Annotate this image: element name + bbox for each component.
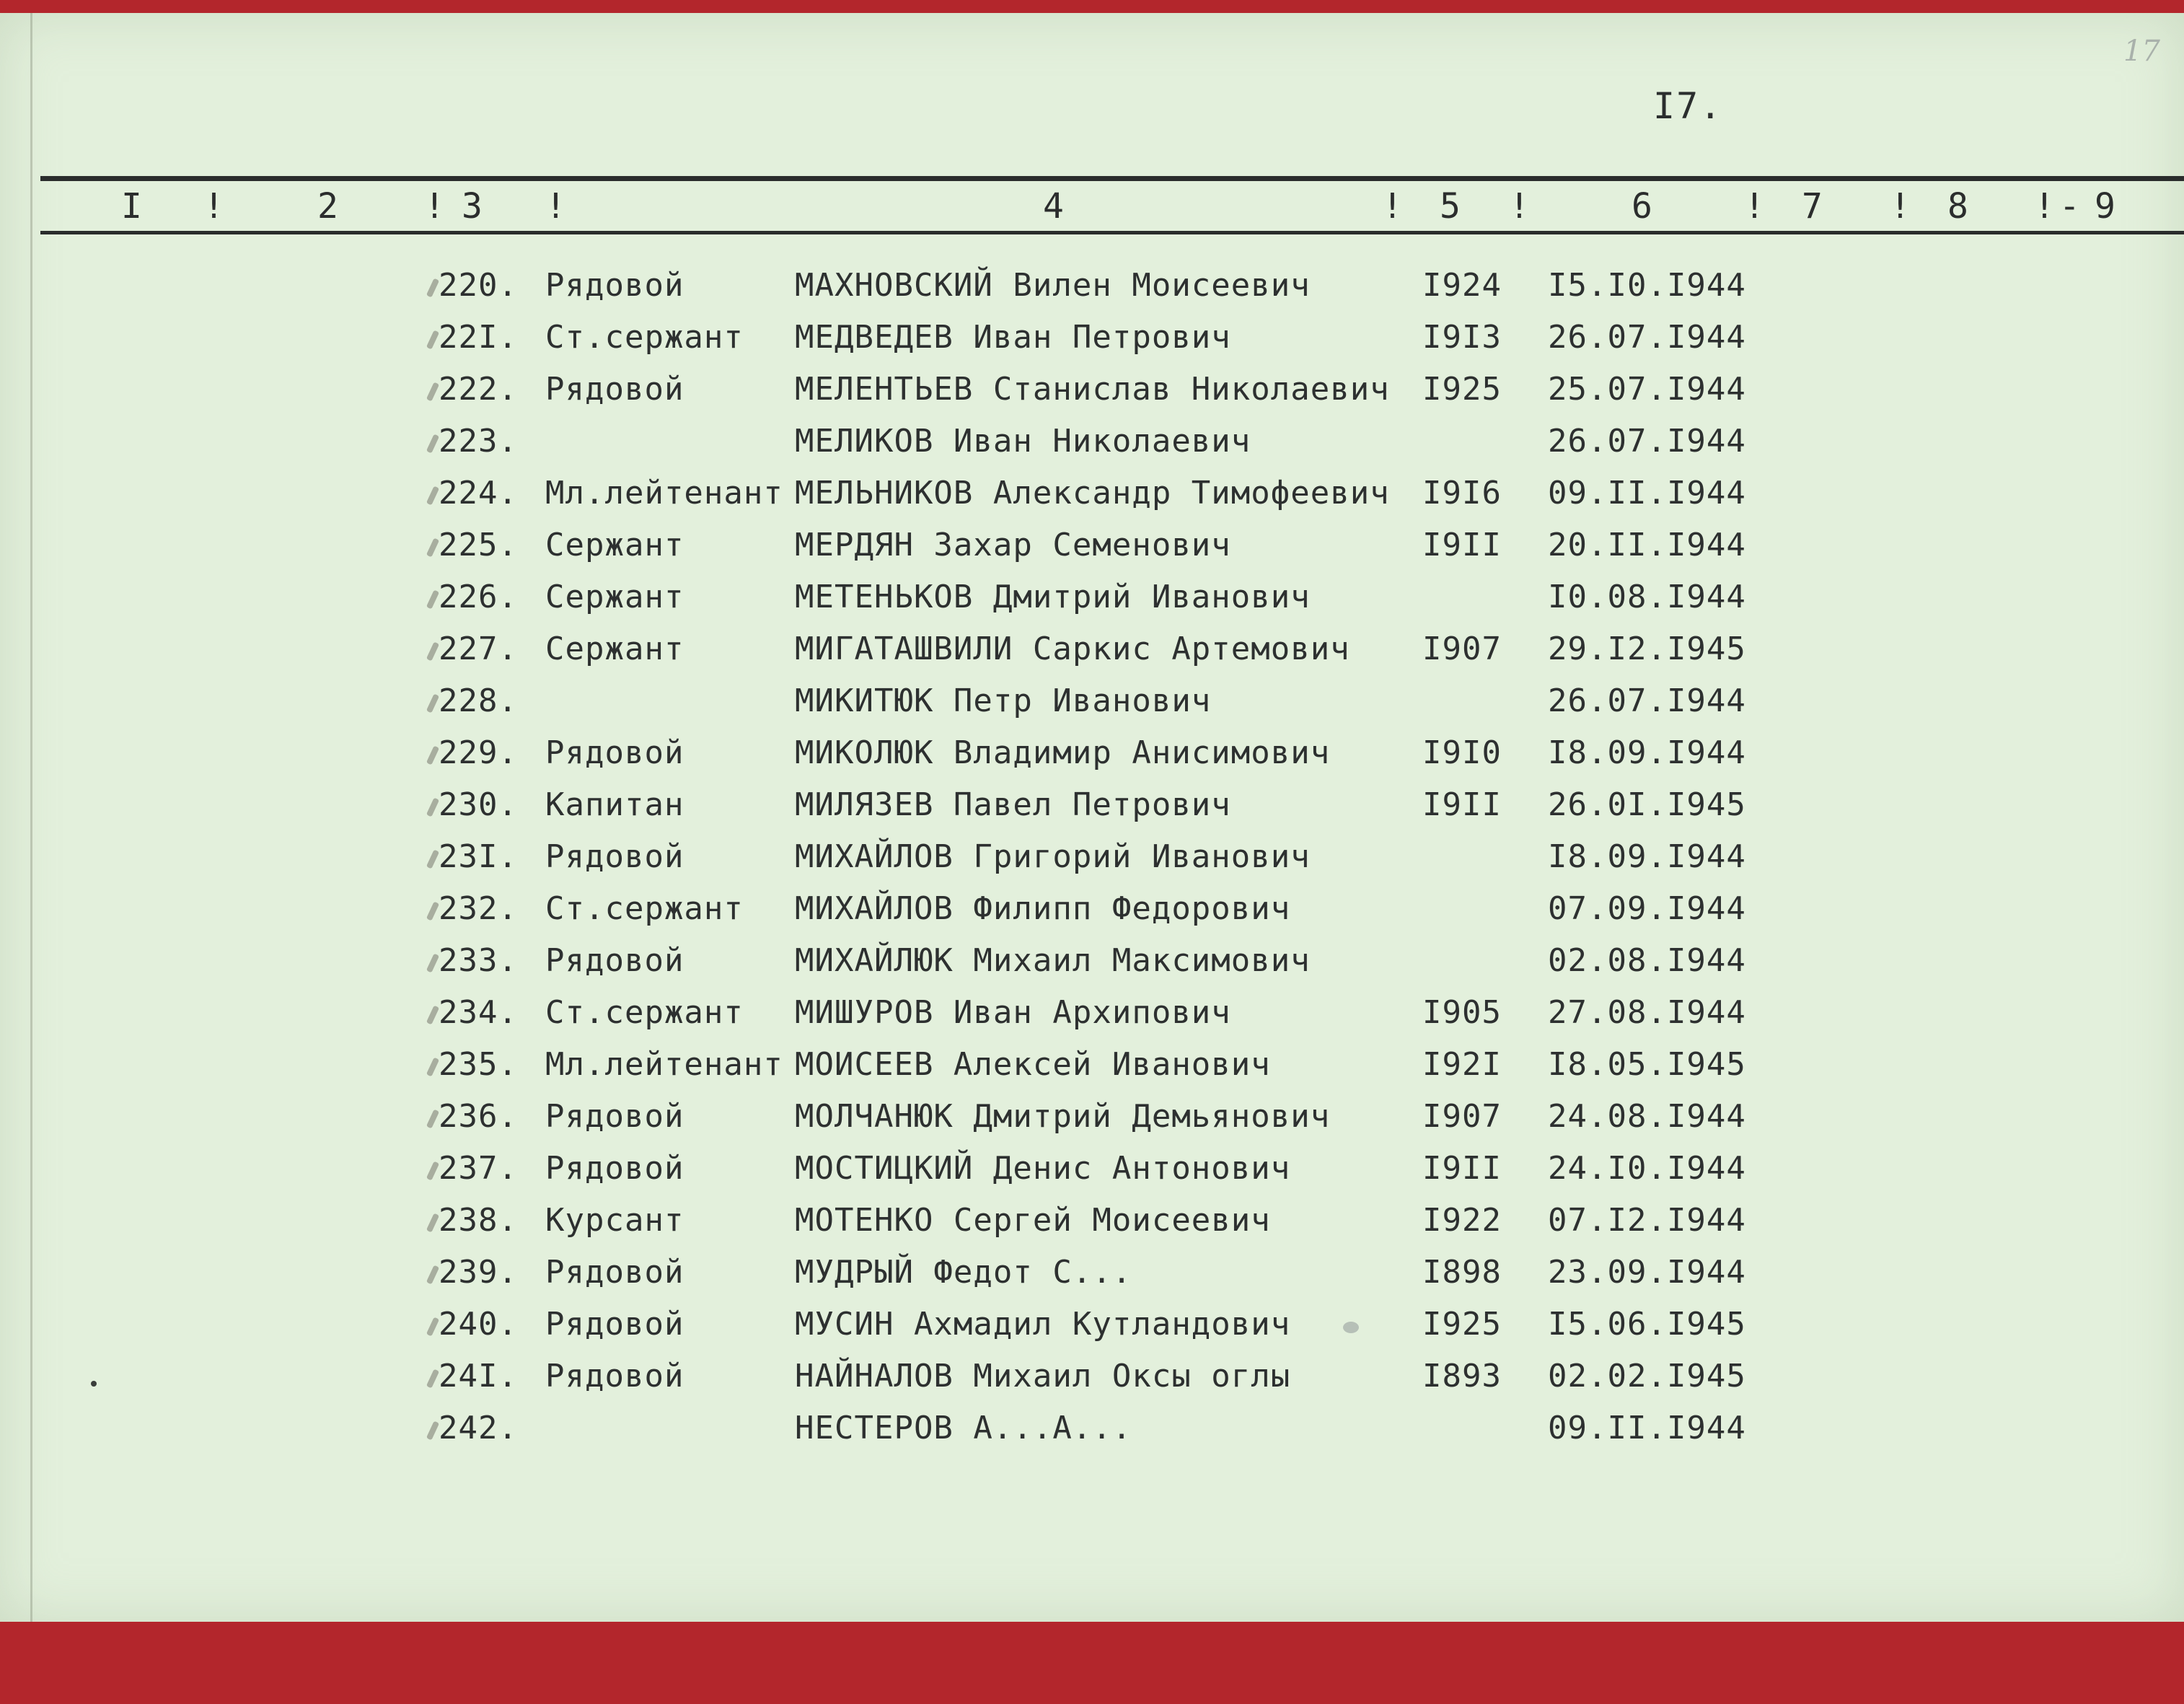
column-separator: ! [203, 186, 229, 227]
row-date: 23.09.I944 [1548, 1254, 1746, 1291]
document-page [0, 13, 2184, 1622]
row-rank: Сержант [545, 631, 684, 667]
row-birth-year: I92I [1422, 1046, 1502, 1083]
row-birth-year: I9II [1422, 527, 1502, 563]
row-name: МИШУРОВ Иван Архипович [795, 994, 1231, 1031]
row-date: I8.09.I944 [1548, 838, 1746, 875]
row-rank: Рядовой [545, 267, 684, 304]
table-row [0, 1254, 2184, 1306]
row-number: 225. [439, 527, 518, 563]
row-number: 22I. [439, 319, 518, 356]
row-name: МОСТИЦКИЙ Денис Антонович [795, 1150, 1291, 1187]
row-rank: Ст.сержант [545, 994, 744, 1031]
row-rank: Курсант [545, 1202, 684, 1239]
table-row [0, 1410, 2184, 1462]
row-date: 24.I0.I944 [1548, 1150, 1746, 1187]
row-birth-year: I9II [1422, 1150, 1502, 1187]
row-name: МИГАТАШВИЛИ Саркис Артемович [795, 631, 1350, 667]
row-number: 24I. [439, 1358, 518, 1395]
row-name: МУСИН Ахмадил Кутландович [795, 1306, 1291, 1343]
row-name: МИКОЛЮК Владимир Анисимович [795, 734, 1331, 771]
check-mark [426, 954, 439, 973]
check-mark [426, 486, 439, 506]
row-number: 220. [439, 267, 518, 304]
row-rank: Рядовой [545, 371, 684, 408]
row-rank: Рядовой [545, 734, 684, 771]
row-date: 02.02.I945 [1548, 1358, 1746, 1395]
row-birth-year: I898 [1422, 1254, 1502, 1291]
column-header-7: 7 [1802, 186, 1827, 227]
check-mark [426, 694, 439, 713]
check-mark [426, 1213, 439, 1233]
row-birth-year: I9I6 [1422, 475, 1502, 511]
check-mark [426, 1421, 439, 1441]
table-row [0, 527, 2184, 579]
row-birth-year: I907 [1422, 631, 1502, 667]
row-rank: Рядовой [545, 1098, 684, 1135]
row-date: 26.07.I944 [1548, 682, 1746, 719]
check-mark [426, 1161, 439, 1181]
row-number: 234. [439, 994, 518, 1031]
row-name: МОТЕНКО Сергей Моисеевич [795, 1202, 1271, 1239]
table-row [0, 1098, 2184, 1150]
column-separator: !- [2034, 186, 2084, 227]
ink-speck [91, 1381, 97, 1387]
row-rank: Мл.лейтенант [545, 475, 783, 511]
row-date: I8.05.I945 [1548, 1046, 1746, 1083]
column-separator: ! [1509, 186, 1534, 227]
row-name: МИХАЙЛОВ Григорий Иванович [795, 838, 1311, 875]
row-rank: Рядовой [545, 1150, 684, 1187]
check-mark [426, 850, 439, 869]
row-name: МЕЛЬНИКОВ Александр Тимофеевич [795, 475, 1390, 511]
row-date: 07.09.I944 [1548, 890, 1746, 927]
row-date: I8.09.I944 [1548, 734, 1746, 771]
row-date: 29.I2.I945 [1548, 631, 1746, 667]
column-separator: ! [424, 186, 449, 227]
row-rank: Рядовой [545, 942, 684, 979]
check-mark [426, 382, 439, 402]
table-row [0, 838, 2184, 890]
table-row [0, 319, 2184, 371]
header-rule-top [40, 176, 2184, 181]
table-row [0, 1046, 2184, 1098]
row-date: I0.08.I944 [1548, 579, 1746, 615]
row-date: 25.07.I944 [1548, 371, 1746, 408]
row-number: 242. [439, 1410, 518, 1446]
column-header-1: I [121, 186, 146, 227]
row-number: 222. [439, 371, 518, 408]
check-mark [426, 1006, 439, 1025]
row-rank: Рядовой [545, 1254, 684, 1291]
row-number: 239. [439, 1254, 518, 1291]
column-header-9: 9 [2095, 186, 2120, 227]
row-date: I5.06.I945 [1548, 1306, 1746, 1343]
table-row [0, 734, 2184, 786]
check-mark [426, 1110, 439, 1129]
row-number: 23I. [439, 838, 518, 875]
table-row [0, 371, 2184, 423]
row-rank: Мл.лейтенант [545, 1046, 783, 1083]
row-birth-year: I9II [1422, 786, 1502, 823]
check-mark [426, 1317, 439, 1337]
row-name: МОЛЧАНЮК Дмитрий Демьянович [795, 1098, 1331, 1135]
row-number: 232. [439, 890, 518, 927]
row-name: МУДРЫЙ Федот С... [795, 1254, 1132, 1291]
column-header-2: 2 [317, 186, 343, 227]
table-row [0, 786, 2184, 838]
row-rank: Рядовой [545, 838, 684, 875]
check-mark [426, 278, 439, 298]
row-name: НАЙНАЛОВ Михаил Оксы оглы [795, 1358, 1291, 1395]
table-row [0, 682, 2184, 734]
row-date: 07.I2.I944 [1548, 1202, 1746, 1239]
table-row [0, 631, 2184, 682]
row-date: 26.0I.I945 [1548, 786, 1746, 823]
table-row [0, 579, 2184, 631]
table-row [0, 1358, 2184, 1410]
row-date: 26.07.I944 [1548, 319, 1746, 356]
row-rank: Сержант [545, 579, 684, 615]
page-number: I7. [1653, 85, 1723, 127]
row-name: МИКИТЮК Петр Иванович [795, 682, 1212, 719]
check-mark [426, 538, 439, 558]
check-mark [426, 798, 439, 817]
check-mark [426, 642, 439, 662]
row-name: МАХНОВСКИЙ Вилен Моисеевич [795, 267, 1311, 304]
table-row [0, 890, 2184, 942]
row-date: 09.II.I944 [1548, 475, 1746, 511]
table-row [0, 423, 2184, 475]
table-row [0, 1150, 2184, 1202]
table-row [0, 475, 2184, 527]
row-date: 20.II.I944 [1548, 527, 1746, 563]
column-separator: ! [545, 186, 571, 227]
row-rank: Рядовой [545, 1358, 684, 1395]
row-birth-year: I907 [1422, 1098, 1502, 1135]
row-number: 228. [439, 682, 518, 719]
header-rule-bottom [40, 231, 2184, 234]
row-number: 235. [439, 1046, 518, 1083]
row-number: 230. [439, 786, 518, 823]
column-separator: ! [1382, 186, 1407, 227]
row-date: 02.08.I944 [1548, 942, 1746, 979]
check-mark [426, 1265, 439, 1285]
row-name: МИЛЯЗЕВ Павел Петрович [795, 786, 1231, 823]
table-row [0, 1202, 2184, 1254]
column-header-6: 6 [1632, 186, 1657, 227]
row-date: 24.08.I944 [1548, 1098, 1746, 1135]
row-date: 09.II.I944 [1548, 1410, 1746, 1446]
row-name: МЕДВЕДЕВ Иван Петрович [795, 319, 1231, 356]
row-number: 226. [439, 579, 518, 615]
row-name: МЕЛЕНТЬЕВ Станислав Николаевич [795, 371, 1390, 408]
row-number: 237. [439, 1150, 518, 1187]
row-number: 236. [439, 1098, 518, 1135]
column-header-8: 8 [1947, 186, 1973, 227]
check-mark [426, 902, 439, 921]
column-header-4: 4 [1043, 186, 1068, 227]
row-name: МЕЛИКОВ Иван Николаевич [795, 423, 1251, 460]
table-row [0, 994, 2184, 1046]
row-rank: Рядовой [545, 1306, 684, 1343]
row-number: 224. [439, 475, 518, 511]
column-header-5: 5 [1440, 186, 1465, 227]
row-number: 238. [439, 1202, 518, 1239]
table-row [0, 942, 2184, 994]
row-number: 233. [439, 942, 518, 979]
row-name: МИХАЙЛОВ Филипп Федорович [795, 890, 1291, 927]
row-rank: Ст.сержант [545, 319, 744, 356]
column-separator: ! [1744, 186, 1769, 227]
table-row [0, 267, 2184, 319]
row-birth-year: I922 [1422, 1202, 1502, 1239]
row-birth-year: I925 [1422, 1306, 1502, 1343]
column-header-3: 3 [462, 186, 487, 227]
table-row [0, 1306, 2184, 1358]
row-rank: Ст.сержант [545, 890, 744, 927]
row-number: 223. [439, 423, 518, 460]
check-mark [426, 590, 439, 610]
row-birth-year: I905 [1422, 994, 1502, 1031]
check-mark [426, 434, 439, 454]
row-date: 26.07.I944 [1548, 423, 1746, 460]
row-number: 240. [439, 1306, 518, 1343]
row-date: I5.I0.I944 [1548, 267, 1746, 304]
row-birth-year: I9I0 [1422, 734, 1502, 771]
pencil-page-number: 17 [2123, 35, 2160, 68]
row-name: МОИСЕЕВ Алексей Иванович [795, 1046, 1271, 1083]
row-rank: Капитан [545, 786, 684, 823]
check-mark [426, 330, 439, 350]
check-mark [426, 1058, 439, 1077]
row-name: НЕСТЕРОВ А...А... [795, 1410, 1132, 1446]
row-birth-year: I9I3 [1422, 319, 1502, 356]
row-date: 27.08.I944 [1548, 994, 1746, 1031]
row-number: 227. [439, 631, 518, 667]
row-name: МЕРДЯН Захар Семенович [795, 527, 1231, 563]
row-name: МИХАЙЛЮК Михаил Максимович [795, 942, 1311, 979]
row-birth-year: I893 [1422, 1358, 1502, 1395]
column-separator: ! [1890, 186, 1915, 227]
ink-smudge [1343, 1322, 1359, 1333]
check-mark [426, 1369, 439, 1389]
row-name: МЕТЕНЬКОВ Дмитрий Иванович [795, 579, 1311, 615]
row-birth-year: I925 [1422, 371, 1502, 408]
check-mark [426, 746, 439, 765]
row-number: 229. [439, 734, 518, 771]
row-birth-year: I924 [1422, 267, 1502, 304]
row-rank: Сержант [545, 527, 684, 563]
